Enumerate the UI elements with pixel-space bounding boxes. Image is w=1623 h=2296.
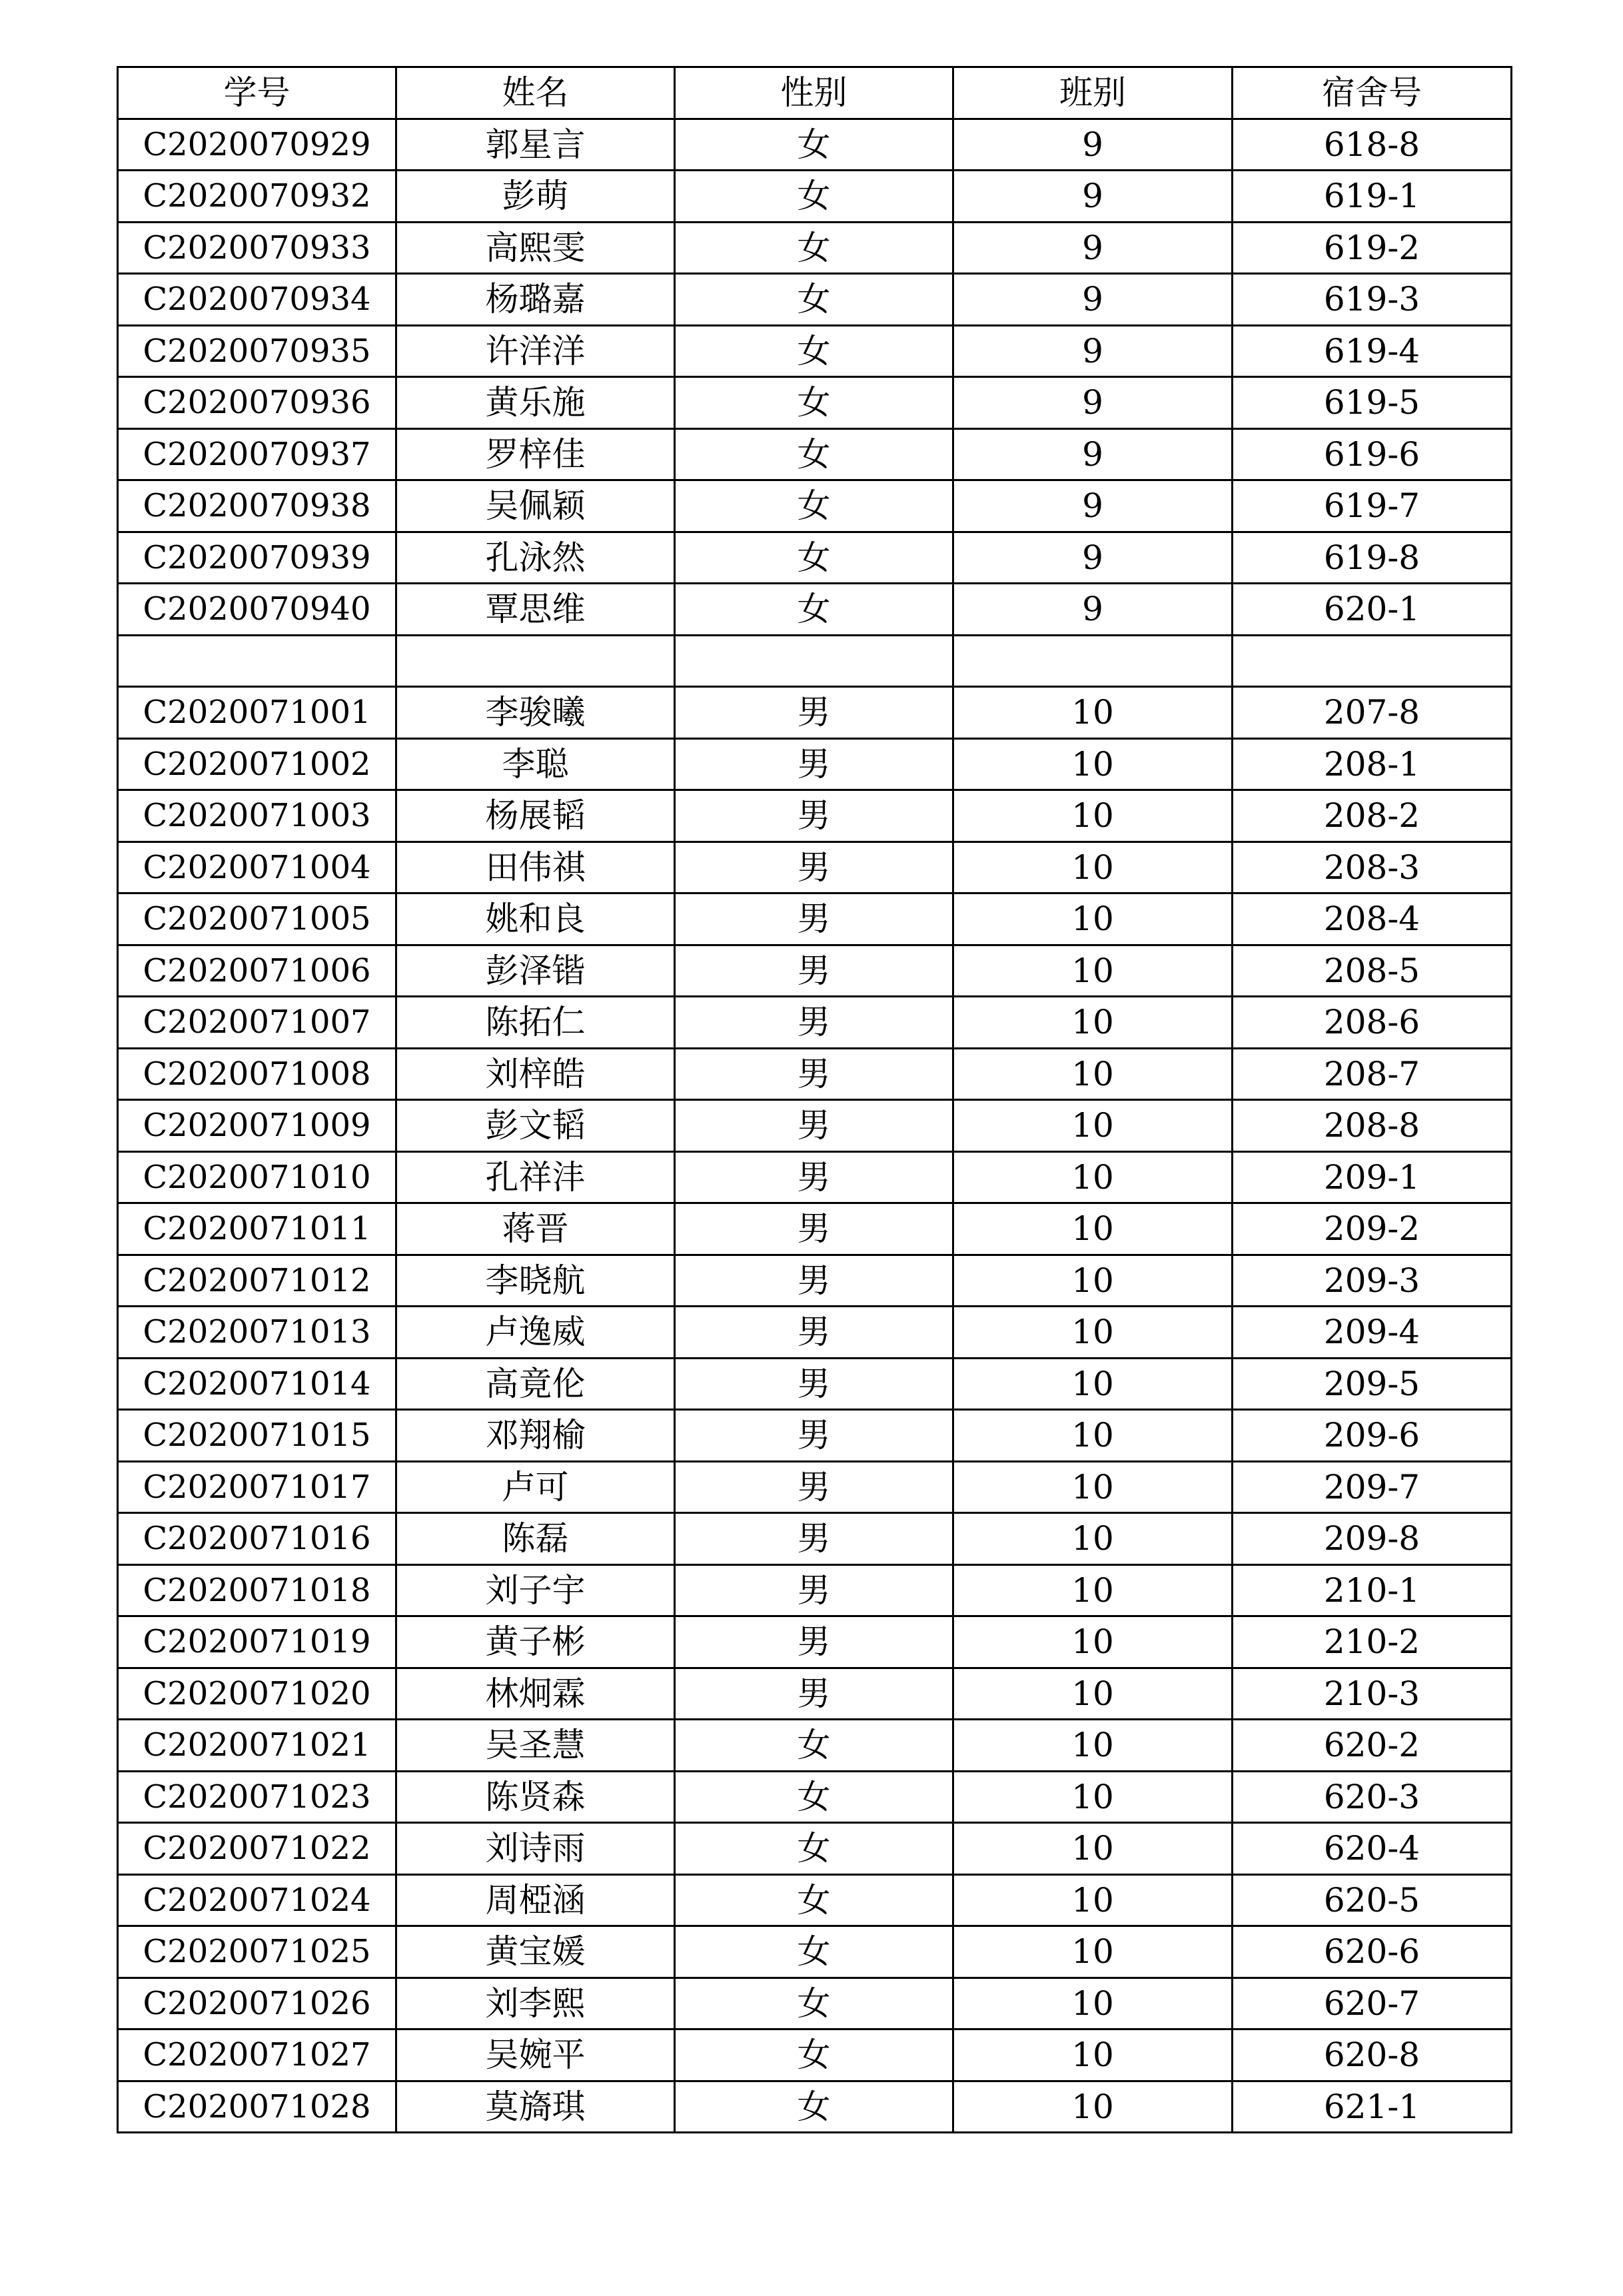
student-id-cell: C2020071023 bbox=[118, 1771, 396, 1823]
dorm-cell: 620-1 bbox=[1233, 584, 1512, 636]
student-id-cell: C2020071022 bbox=[118, 1823, 396, 1875]
student-id-cell: C2020070935 bbox=[118, 325, 396, 377]
gender-cell: 女 bbox=[675, 1720, 953, 1772]
gender-cell: 男 bbox=[675, 1358, 953, 1410]
table-row bbox=[118, 1771, 1512, 1823]
column-header-class: 班别 bbox=[953, 67, 1233, 119]
dorm-cell: 209-6 bbox=[1233, 1410, 1512, 1462]
name-cell: 高熙雯 bbox=[396, 222, 675, 274]
class-cell: 10 bbox=[953, 1668, 1233, 1720]
name-cell: 刘子宇 bbox=[396, 1564, 675, 1616]
table-row bbox=[118, 2029, 1512, 2081]
class-cell: 10 bbox=[953, 1255, 1233, 1307]
student-id-cell: C2020071004 bbox=[118, 842, 396, 893]
class-cell: 10 bbox=[953, 1358, 1233, 1410]
header-row bbox=[118, 67, 1512, 119]
student-id-cell: C2020071005 bbox=[118, 893, 396, 945]
student-id-cell: C2020071021 bbox=[118, 1720, 396, 1772]
class-cell: 9 bbox=[953, 428, 1233, 480]
dorm-cell: 619-3 bbox=[1233, 274, 1512, 326]
gender-cell bbox=[675, 635, 953, 687]
name-cell bbox=[396, 635, 675, 687]
student-id-cell: C2020071006 bbox=[118, 945, 396, 997]
gender-cell: 男 bbox=[675, 1203, 953, 1255]
column-header-student-id: 学号 bbox=[118, 67, 396, 119]
student-id-cell: C2020071017 bbox=[118, 1461, 396, 1513]
class-cell: 9 bbox=[953, 480, 1233, 532]
name-cell: 覃思维 bbox=[396, 584, 675, 636]
student-id-cell: C2020071025 bbox=[118, 1926, 396, 1978]
class-cell: 10 bbox=[953, 1771, 1233, 1823]
table-row bbox=[118, 893, 1512, 945]
student-id-cell: C2020070938 bbox=[118, 480, 396, 532]
student-id-cell: C2020071026 bbox=[118, 1978, 396, 2029]
student-id-cell: C2020071016 bbox=[118, 1513, 396, 1565]
dorm-cell: 619-1 bbox=[1233, 171, 1512, 223]
student-id-cell: C2020071001 bbox=[118, 687, 396, 739]
table-row bbox=[118, 1358, 1512, 1410]
gender-cell: 男 bbox=[675, 790, 953, 842]
name-cell: 孔祥沣 bbox=[396, 1151, 675, 1203]
table-row bbox=[118, 377, 1512, 429]
class-cell: 10 bbox=[953, 1978, 1233, 2029]
name-cell: 杨展韬 bbox=[396, 790, 675, 842]
student-id-cell: C2020071013 bbox=[118, 1307, 396, 1359]
name-cell: 刘诗雨 bbox=[396, 1823, 675, 1875]
class-cell: 10 bbox=[953, 1823, 1233, 1875]
gender-cell: 女 bbox=[675, 1874, 953, 1926]
table-row bbox=[118, 1307, 1512, 1359]
table-row bbox=[118, 1720, 1512, 1772]
gender-cell: 男 bbox=[675, 1668, 953, 1720]
name-cell: 罗梓佳 bbox=[396, 428, 675, 480]
name-cell: 姚和良 bbox=[396, 893, 675, 945]
gender-cell: 男 bbox=[675, 1100, 953, 1152]
student-id-cell: C2020071009 bbox=[118, 1100, 396, 1152]
gender-cell: 女 bbox=[675, 532, 953, 584]
gender-cell: 女 bbox=[675, 222, 953, 274]
table-body bbox=[118, 119, 1512, 2133]
gender-cell: 男 bbox=[675, 1616, 953, 1668]
gender-cell: 女 bbox=[675, 428, 953, 480]
name-cell: 黄子彬 bbox=[396, 1616, 675, 1668]
student-id-cell: C2020070936 bbox=[118, 377, 396, 429]
name-cell: 黄乐施 bbox=[396, 377, 675, 429]
column-header-name: 姓名 bbox=[396, 67, 675, 119]
gender-cell: 男 bbox=[675, 1048, 953, 1100]
dorm-cell: 209-7 bbox=[1233, 1461, 1512, 1513]
column-header-gender: 性别 bbox=[675, 67, 953, 119]
dorm-cell: 209-2 bbox=[1233, 1203, 1512, 1255]
dorm-cell: 620-3 bbox=[1233, 1771, 1512, 1823]
dorm-cell: 620-4 bbox=[1233, 1823, 1512, 1875]
student-id-cell: C2020070937 bbox=[118, 428, 396, 480]
dorm-cell: 208-8 bbox=[1233, 1100, 1512, 1152]
table-row bbox=[118, 1203, 1512, 1255]
name-cell: 陈拓仁 bbox=[396, 997, 675, 1049]
gender-cell: 女 bbox=[675, 1823, 953, 1875]
student-id-cell: C2020071019 bbox=[118, 1616, 396, 1668]
student-id-cell: C2020070929 bbox=[118, 119, 396, 171]
dorm-cell: 208-6 bbox=[1233, 997, 1512, 1049]
dorm-cell: 208-2 bbox=[1233, 790, 1512, 842]
name-cell: 卢可 bbox=[396, 1461, 675, 1513]
dorm-cell: 209-4 bbox=[1233, 1307, 1512, 1359]
dorm-cell: 208-1 bbox=[1233, 738, 1512, 790]
table-row bbox=[118, 584, 1512, 636]
gender-cell: 女 bbox=[675, 119, 953, 171]
name-cell: 邓翔榆 bbox=[396, 1410, 675, 1462]
student-id-cell: C2020070940 bbox=[118, 584, 396, 636]
table-row bbox=[118, 1461, 1512, 1513]
table-row bbox=[118, 428, 1512, 480]
name-cell: 彭泽锴 bbox=[396, 945, 675, 997]
class-cell: 9 bbox=[953, 222, 1233, 274]
class-cell: 10 bbox=[953, 997, 1233, 1049]
name-cell: 李聪 bbox=[396, 738, 675, 790]
dorm-cell: 620-2 bbox=[1233, 1720, 1512, 1772]
student-id-cell: C2020071003 bbox=[118, 790, 396, 842]
gender-cell: 女 bbox=[675, 1978, 953, 2029]
dorm-cell: 619-6 bbox=[1233, 428, 1512, 480]
class-cell: 10 bbox=[953, 1151, 1233, 1203]
gender-cell: 女 bbox=[675, 584, 953, 636]
gender-cell: 男 bbox=[675, 893, 953, 945]
student-id-cell: C2020071011 bbox=[118, 1203, 396, 1255]
table-header bbox=[118, 67, 1512, 119]
student-id-cell: C2020071015 bbox=[118, 1410, 396, 1462]
table-row bbox=[118, 2081, 1512, 2133]
dorm-cell: 209-5 bbox=[1233, 1358, 1512, 1410]
class-cell: 10 bbox=[953, 945, 1233, 997]
class-cell: 10 bbox=[953, 842, 1233, 893]
gender-cell: 女 bbox=[675, 480, 953, 532]
name-cell: 吴圣慧 bbox=[396, 1720, 675, 1772]
name-cell: 陈磊 bbox=[396, 1513, 675, 1565]
dorm-cell: 620-6 bbox=[1233, 1926, 1512, 1978]
dorm-cell: 208-3 bbox=[1233, 842, 1512, 893]
class-cell: 9 bbox=[953, 532, 1233, 584]
student-id-cell: C2020071012 bbox=[118, 1255, 396, 1307]
student-id-cell: C2020071008 bbox=[118, 1048, 396, 1100]
dorm-cell: 619-2 bbox=[1233, 222, 1512, 274]
dorm-cell: 208-5 bbox=[1233, 945, 1512, 997]
table-row bbox=[118, 274, 1512, 326]
student-id-cell: C2020070932 bbox=[118, 171, 396, 223]
table-row bbox=[118, 171, 1512, 223]
table-row bbox=[118, 480, 1512, 532]
class-cell: 10 bbox=[953, 2029, 1233, 2081]
student-id-cell: C2020070933 bbox=[118, 222, 396, 274]
class-cell: 10 bbox=[953, 2081, 1233, 2133]
class-cell: 10 bbox=[953, 1307, 1233, 1359]
class-cell: 9 bbox=[953, 584, 1233, 636]
gender-cell: 男 bbox=[675, 687, 953, 739]
name-cell: 孔泳然 bbox=[396, 532, 675, 584]
table-row bbox=[118, 119, 1512, 171]
dorm-cell: 208-7 bbox=[1233, 1048, 1512, 1100]
table-row bbox=[118, 997, 1512, 1049]
class-cell: 10 bbox=[953, 790, 1233, 842]
class-cell: 10 bbox=[953, 1616, 1233, 1668]
name-cell: 彭文韬 bbox=[396, 1100, 675, 1152]
dorm-cell: 209-3 bbox=[1233, 1255, 1512, 1307]
class-cell: 9 bbox=[953, 274, 1233, 326]
table-row bbox=[118, 945, 1512, 997]
table-row bbox=[118, 1100, 1512, 1152]
table-row bbox=[118, 1926, 1512, 1978]
name-cell: 李晓航 bbox=[396, 1255, 675, 1307]
student-id-cell bbox=[118, 635, 396, 687]
name-cell: 高竟伦 bbox=[396, 1358, 675, 1410]
table-row bbox=[118, 1668, 1512, 1720]
name-cell: 田伟祺 bbox=[396, 842, 675, 893]
student-id-cell: C2020070939 bbox=[118, 532, 396, 584]
student-id-cell: C2020070934 bbox=[118, 274, 396, 326]
gender-cell: 女 bbox=[675, 274, 953, 326]
dorm-cell: 621-1 bbox=[1233, 2081, 1512, 2133]
class-cell: 10 bbox=[953, 1461, 1233, 1513]
dorm-cell: 619-4 bbox=[1233, 325, 1512, 377]
table-row bbox=[118, 1410, 1512, 1462]
class-cell: 10 bbox=[953, 1048, 1233, 1100]
class-cell: 9 bbox=[953, 377, 1233, 429]
student-id-cell: C2020071002 bbox=[118, 738, 396, 790]
dorm-cell: 619-8 bbox=[1233, 532, 1512, 584]
dorm-cell: 619-5 bbox=[1233, 377, 1512, 429]
dorm-cell: 619-7 bbox=[1233, 480, 1512, 532]
student-id-cell: C2020071028 bbox=[118, 2081, 396, 2133]
table-row bbox=[118, 635, 1512, 687]
table-row bbox=[118, 1048, 1512, 1100]
table-row bbox=[118, 738, 1512, 790]
table-row bbox=[118, 1151, 1512, 1203]
gender-cell: 女 bbox=[675, 1771, 953, 1823]
dorm-cell: 620-5 bbox=[1233, 1874, 1512, 1926]
class-cell: 10 bbox=[953, 738, 1233, 790]
gender-cell: 男 bbox=[675, 1307, 953, 1359]
gender-cell: 男 bbox=[675, 997, 953, 1049]
class-cell bbox=[953, 635, 1233, 687]
class-cell: 9 bbox=[953, 325, 1233, 377]
class-cell: 9 bbox=[953, 171, 1233, 223]
dorm-cell: 210-1 bbox=[1233, 1564, 1512, 1616]
dorm-cell: 620-7 bbox=[1233, 1978, 1512, 2029]
gender-cell: 女 bbox=[675, 2029, 953, 2081]
dorm-cell: 208-4 bbox=[1233, 893, 1512, 945]
gender-cell: 女 bbox=[675, 2081, 953, 2133]
name-cell: 林炯霖 bbox=[396, 1668, 675, 1720]
name-cell: 杨璐嘉 bbox=[396, 274, 675, 326]
class-cell: 10 bbox=[953, 1100, 1233, 1152]
gender-cell: 女 bbox=[675, 377, 953, 429]
student-id-cell: C2020071014 bbox=[118, 1358, 396, 1410]
gender-cell: 男 bbox=[675, 738, 953, 790]
gender-cell: 男 bbox=[675, 1410, 953, 1462]
name-cell: 莫旖琪 bbox=[396, 2081, 675, 2133]
name-cell: 黄宝媛 bbox=[396, 1926, 675, 1978]
name-cell: 李骏曦 bbox=[396, 687, 675, 739]
dorm-cell: 210-3 bbox=[1233, 1668, 1512, 1720]
table-row bbox=[118, 1616, 1512, 1668]
class-cell: 10 bbox=[953, 1513, 1233, 1565]
student-id-cell: C2020071020 bbox=[118, 1668, 396, 1720]
gender-cell: 男 bbox=[675, 1513, 953, 1565]
table-row bbox=[118, 1978, 1512, 2029]
class-cell: 10 bbox=[953, 1926, 1233, 1978]
student-id-cell: C2020071024 bbox=[118, 1874, 396, 1926]
class-cell: 10 bbox=[953, 1564, 1233, 1616]
name-cell: 郭星言 bbox=[396, 119, 675, 171]
name-cell: 蒋晋 bbox=[396, 1203, 675, 1255]
gender-cell: 男 bbox=[675, 1151, 953, 1203]
student-id-cell: C2020071010 bbox=[118, 1151, 396, 1203]
gender-cell: 女 bbox=[675, 325, 953, 377]
dorm-cell bbox=[1233, 635, 1512, 687]
table-row bbox=[118, 1564, 1512, 1616]
table-row bbox=[118, 1255, 1512, 1307]
gender-cell: 男 bbox=[675, 842, 953, 893]
gender-cell: 男 bbox=[675, 1461, 953, 1513]
name-cell: 彭萌 bbox=[396, 171, 675, 223]
table-row bbox=[118, 1874, 1512, 1926]
student-id-cell: C2020071018 bbox=[118, 1564, 396, 1616]
name-cell: 卢逸威 bbox=[396, 1307, 675, 1359]
dormitory-roster-table bbox=[117, 66, 1512, 2133]
table-row bbox=[118, 325, 1512, 377]
table-row bbox=[118, 1513, 1512, 1565]
gender-cell: 男 bbox=[675, 1255, 953, 1307]
class-cell: 10 bbox=[953, 1410, 1233, 1462]
dorm-cell: 618-8 bbox=[1233, 119, 1512, 171]
column-header-dorm: 宿舍号 bbox=[1233, 67, 1512, 119]
gender-cell: 女 bbox=[675, 1926, 953, 1978]
class-cell: 9 bbox=[953, 119, 1233, 171]
table-row bbox=[118, 1823, 1512, 1875]
student-id-cell: C2020071027 bbox=[118, 2029, 396, 2081]
dorm-cell: 210-2 bbox=[1233, 1616, 1512, 1668]
table-row bbox=[118, 790, 1512, 842]
table-row bbox=[118, 222, 1512, 274]
name-cell: 刘李熙 bbox=[396, 1978, 675, 2029]
gender-cell: 女 bbox=[675, 171, 953, 223]
dorm-cell: 209-8 bbox=[1233, 1513, 1512, 1565]
name-cell: 许洋洋 bbox=[396, 325, 675, 377]
gender-cell: 男 bbox=[675, 1564, 953, 1616]
table-row bbox=[118, 842, 1512, 893]
class-cell: 10 bbox=[953, 1720, 1233, 1772]
gender-cell: 男 bbox=[675, 945, 953, 997]
student-id-cell: C2020071007 bbox=[118, 997, 396, 1049]
name-cell: 陈贤森 bbox=[396, 1771, 675, 1823]
class-cell: 10 bbox=[953, 1874, 1233, 1926]
name-cell: 周椏涵 bbox=[396, 1874, 675, 1926]
name-cell: 刘梓皓 bbox=[396, 1048, 675, 1100]
class-cell: 10 bbox=[953, 1203, 1233, 1255]
name-cell: 吴婉平 bbox=[396, 2029, 675, 2081]
dorm-cell: 209-1 bbox=[1233, 1151, 1512, 1203]
class-cell: 10 bbox=[953, 687, 1233, 739]
table-row bbox=[118, 532, 1512, 584]
name-cell: 吴佩颖 bbox=[396, 480, 675, 532]
table-row bbox=[118, 687, 1512, 739]
dorm-cell: 620-8 bbox=[1233, 2029, 1512, 2081]
class-cell: 10 bbox=[953, 893, 1233, 945]
dorm-cell: 207-8 bbox=[1233, 687, 1512, 739]
